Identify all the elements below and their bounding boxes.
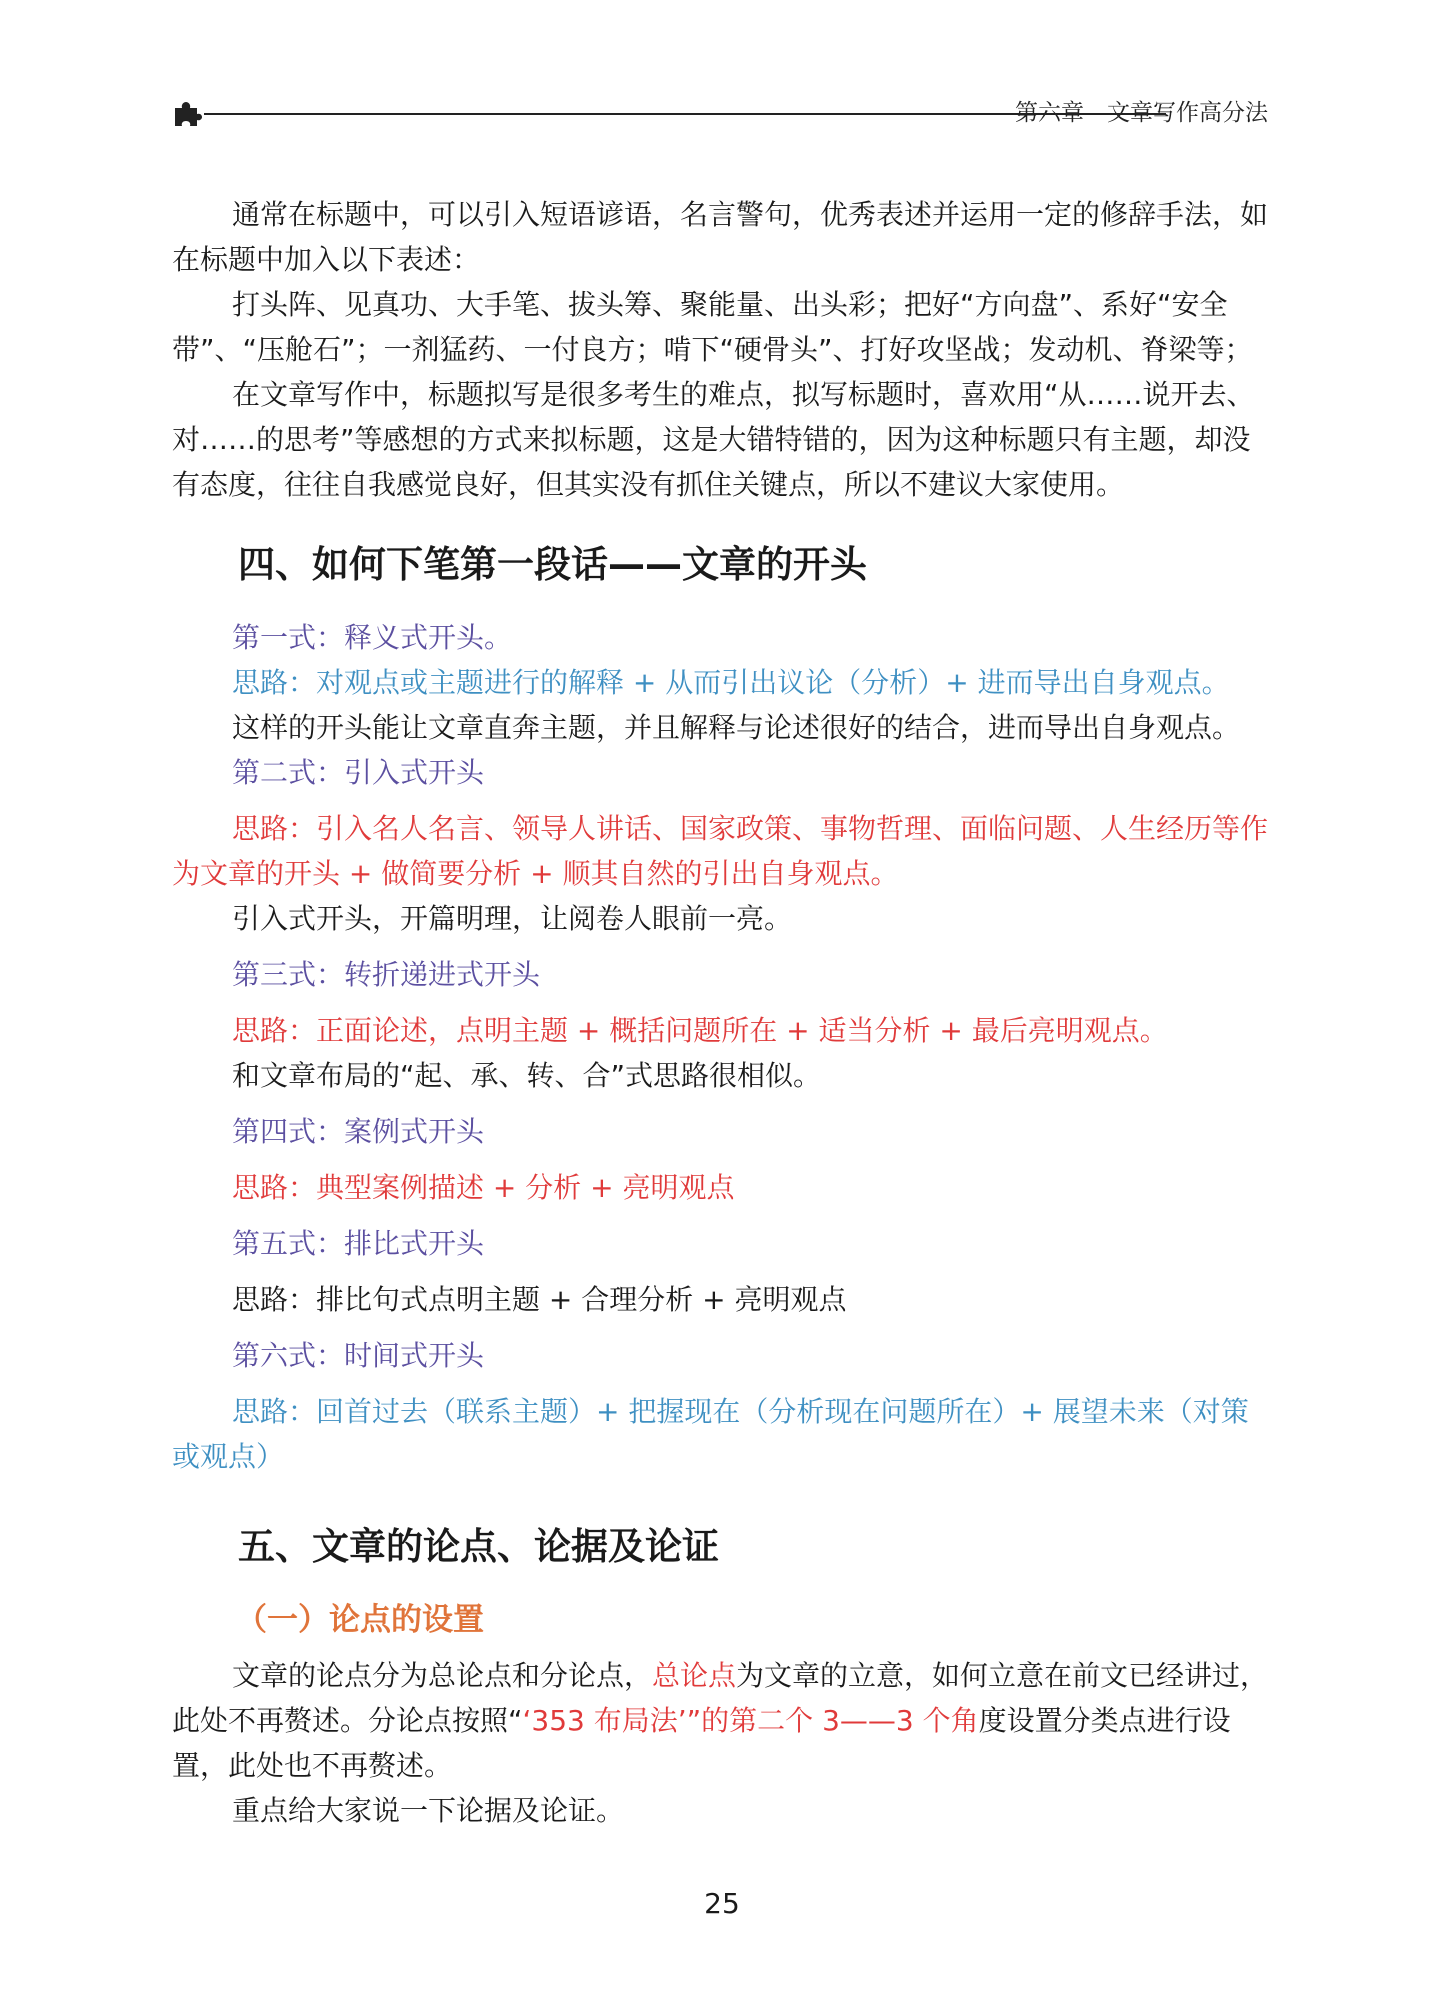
section-4-heading: 四、如何下笔第一段话——文章的开头 [238, 543, 867, 586]
section-5-paragraph-1 [172, 1653, 1270, 1788]
method-4-title: 第四式：案例式开头 [232, 1115, 485, 1148]
highlight-second-3: ”的第二个 3——3 个角 [686, 1704, 979, 1737]
method-1-idea: 思路：对观点或主题进行的解释 + 从而引出议论（分析）+ 进而导出自身观点。 [232, 666, 1230, 699]
puzzle-piece-icon [172, 99, 202, 129]
method-2-idea: 思路：引入名人名言、领导人讲话、国家政策、事物哲理、面临问题、人生经历等作为文章的开头 + 做简要分析 + 顺其自然的引出自身观点。 [172, 812, 1269, 890]
text-run: 度设置分类点进行设置，此处也不再赘述。 [172, 1704, 1231, 1782]
highlight-total-argument: 总论点 [652, 1659, 737, 1692]
method-6-idea: 思路：回首过去（联系主题）+ 把握现在（分析现在问题所在）+ 展望未来（对策或观点） [172, 1395, 1249, 1473]
highlight-353-method: ‘353 布局法’ [522, 1704, 687, 1737]
intro-paragraph-3: 在文章写作中，标题拟写是很多考生的难点，拟写标题时，喜欢用“从……说开去、对……的思考”等感想的方式来拟标题，这是大错特错的，因为这种标题只有主题，却没有态度，往往自我感觉良好，但其实没有抓住关键点，所以不建议大家使用。 [172, 378, 1255, 501]
method-5-title: 第五式：排比式开头 [232, 1227, 485, 1260]
intro-paragraph-1: 通常在标题中，可以引入短语谚语，名言警句，优秀表述并运用一定的修辞手法，如在标题中加入以下表述： [172, 198, 1269, 276]
subsection-1-heading: （一）论点的设置 [236, 1602, 484, 1638]
method-2-title: 第二式：引入式开头 [232, 756, 485, 789]
text-run: 文章的论点分为总论点和分论点， [232, 1659, 653, 1692]
page-content [172, 192, 1270, 1833]
chapter-title: 第六章 文章写作高分法 [1015, 100, 1268, 126]
method-2-note: 引入式开头，开篇明理，让阅卷人眼前一亮。 [232, 902, 793, 935]
method-6-title: 第六式：时间式开头 [232, 1339, 485, 1372]
method-5-idea: 思路：排比句式点明主题 + 合理分析 + 亮明观点 [232, 1283, 847, 1316]
method-1-title: 第一式：释义式开头。 [232, 621, 513, 654]
method-3-title: 第三式：转折递进式开头 [232, 958, 541, 991]
page-number: 25 [704, 1887, 740, 1920]
text-run: 为文章的立意，如何立意在前文已经讲过，此处不再赘述。分论点按照“ [172, 1659, 1269, 1737]
method-3-note: 和文章布局的“起、承、转、合”式思路很相似。 [232, 1059, 822, 1092]
intro-paragraph-2: 打头阵、见真功、大手笔、拔头筹、聚能量、出头彩；把好“方向盘”、系好“安全带”、“压舱石”；一剂猛药、一付良方；啃下“硬骨头”、打好攻坚战；发动机、脊梁等； [172, 288, 1253, 366]
running-header [172, 95, 1268, 135]
method-4-idea: 思路：典型案例描述 + 分析 + 亮明观点 [232, 1171, 735, 1204]
section-5-paragraph-2: 重点给大家说一下论据及论证。 [232, 1794, 625, 1827]
method-3-idea: 思路：正面论述，点明主题 + 概括问题所在 + 适当分析 + 最后亮明观点。 [232, 1014, 1168, 1047]
section-5-heading: 五、文章的论点、论据及论证 [238, 1525, 719, 1568]
method-1-note: 这样的开头能让文章直奔主题，并且解释与论述很好的结合，进而导出自身观点。 [232, 711, 1241, 744]
